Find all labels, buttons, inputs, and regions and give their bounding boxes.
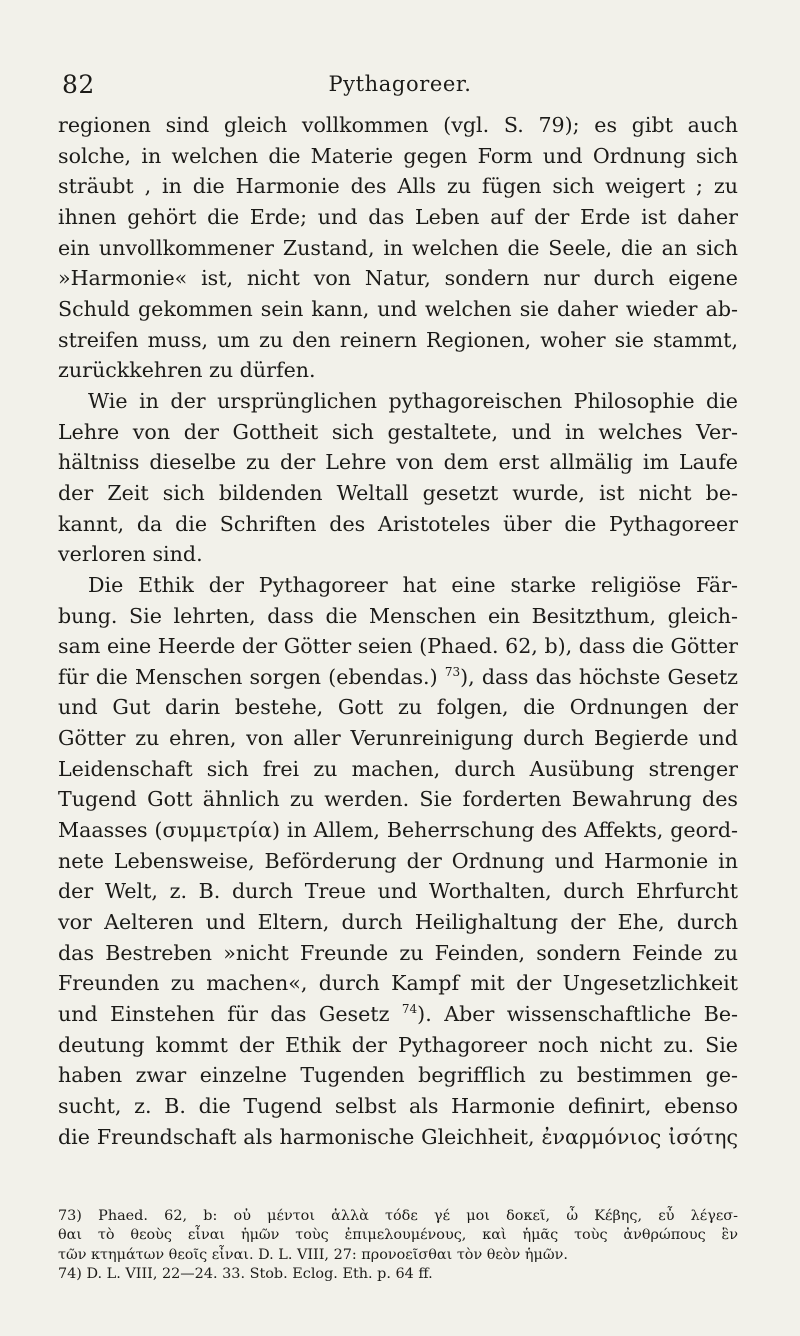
text-line: vor Aelteren und Eltern, durch Heilighaltung der Ehe, durch: [58, 910, 738, 935]
text-line: Maasses (συμμετρία) in Allem, Beherrschung des Affekts, geord-: [58, 818, 738, 843]
footnote-line: 73) Phaed. 62, b: οὐ μέντοι ἀλλὰ τόδε γέ μοι δοκεῖ, ὦ Κέβης, εὖ λέγεσ-: [58, 1208, 738, 1224]
text-line: ein unvollkommener Zustand, in welchen die Seele, die an sich: [58, 235, 738, 260]
text-line: der Welt, z. B. durch Treue und Worthalten, durch Ehrfurcht: [58, 879, 738, 904]
text-line: [58, 999, 738, 1030]
text-line: die Freundschaft als harmonische Gleichheit, ἐναρμόνιος ἰσότης: [58, 1124, 738, 1149]
footnote-line: τῶν κτημάτων θεοῖς εἶναι. D. L. VIII, 27: προνοεῖσθαι τὸν θεὸν ἡμῶν.: [58, 1246, 568, 1263]
text-line: sträubt , in die Harmonie des Alls zu fügen sich weigert ; zu: [58, 174, 738, 199]
footnote-line: 74) D. L. VIII, 22—24. 33. Stob. Eclog. Eth. p. 64 ff.: [58, 1266, 433, 1283]
text-line: [58, 662, 738, 693]
text-fragment: und Einstehen für das Gesetz: [58, 1002, 402, 1027]
text-fragment: ). Aber wissenschaftliche Be-: [417, 1002, 738, 1027]
text-line: hältniss dieselbe zu der Lehre von dem erst allmälig im Laufe: [58, 450, 738, 475]
text-line: Schuld gekommen sein kann, und welchen sie daher wieder ab-: [58, 296, 738, 321]
body-text: [58, 110, 738, 1152]
text-line: sam eine Heerde der Götter seien (Phaed. 62, b), dass die Götter: [58, 634, 738, 659]
text-line: Die Ethik der Pythagoreer hat eine starke religiöse Fär-: [88, 572, 738, 597]
page-header: [60, 70, 740, 102]
text-fragment: für die Menschen sorgen (ebendas.): [58, 664, 445, 689]
text-line: bung. Sie lehrten, dass die Menschen ein Besitzthum, gleich-: [58, 603, 738, 628]
text-line: das Bestreben »nicht Freunde zu Feinden, sondern Feinde zu: [58, 940, 738, 965]
text-line: deutung kommt der Ethik der Pythagoreer noch nicht zu. Sie: [58, 1032, 738, 1057]
text-line: »Harmonie« ist, nicht von Natur, sondern nur durch eigene: [58, 266, 738, 291]
text-fragment: ), dass das höchste Gesetz: [460, 664, 738, 689]
text-line: Wie in der ursprünglichen pythagoreischen Philosophie die: [88, 388, 738, 413]
text-line: streifen muss, um zu den reinern Regionen, woher sie stammt,: [58, 327, 738, 352]
page-number: 82: [62, 70, 95, 99]
text-line: Freunden zu machen«, durch Kampf mit der Ungesetzlichkeit: [58, 971, 738, 996]
footnote-ref: 73: [444, 664, 461, 679]
footnote-line: θαι τὸ θεοὺς εἶναι ἡμῶν τοὺς ἐπιμελουμένους, καὶ ἡμᾶς τοὺς ἀνθρώπους ἓν: [58, 1227, 738, 1244]
footnote-ref: 74: [401, 1002, 418, 1017]
text-line: und Gut darin bestehe, Gott zu folgen, die Ordnungen der: [58, 695, 738, 720]
text-line: ihnen gehört die Erde; und das Leben auf der Erde ist daher: [58, 204, 738, 229]
text-line: nete Lebensweise, Beförderung der Ordnung und Harmonie in: [58, 848, 738, 873]
text-line: regionen sind gleich vollkommen (vgl. S. 79); es gibt auch: [58, 113, 738, 137]
text-line: haben zwar einzelne Tugenden begrifflich zu bestimmen ge-: [58, 1063, 738, 1088]
text-line: zurückkehren zu dürfen.: [58, 358, 316, 383]
text-line: der Zeit sich bildenden Weltall gesetzt wurde, ist nicht be-: [58, 480, 738, 505]
text-line: Götter zu ehren, von aller Verunreinigung durch Begierde und: [58, 726, 738, 751]
text-line: Lehre von der Gottheit sich gestaltete, und in welches Ver-: [58, 419, 738, 444]
text-line: solche, in welchen die Materie gegen Form und Ordnung sich: [58, 143, 738, 168]
text-line: sucht, z. B. die Tugend selbst als Harmonie definirt, ebenso: [58, 1094, 738, 1118]
text-line: Leidenschaft sich frei zu machen, durch Ausübung strenger: [58, 756, 738, 781]
text-line: verloren sind.: [58, 542, 203, 567]
text-line: Tugend Gott ähnlich zu werden. Sie forderten Bewahrung des: [58, 787, 738, 812]
running-title: Pythagoreer.: [328, 72, 472, 96]
text-line: kannt, da die Schriften des Aristoteles über die Pythagoreer: [58, 511, 738, 536]
footnotes: [58, 1207, 738, 1285]
